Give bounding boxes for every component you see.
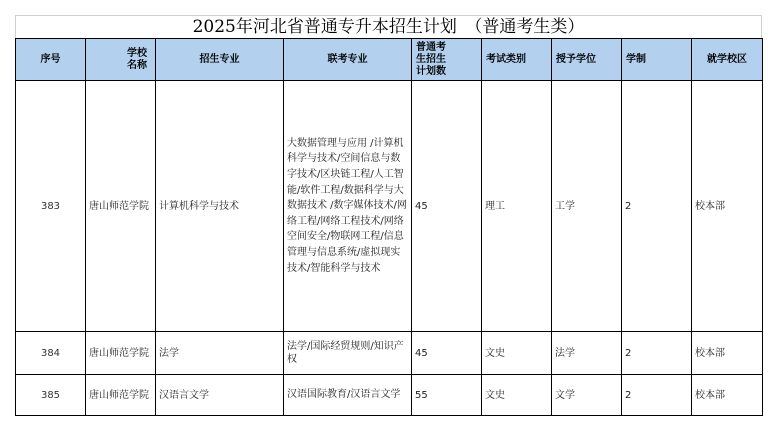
table-header-row	[16, 39, 763, 81]
cell-linked-major: 法学/国际经贸规则/知识产权	[284, 332, 412, 375]
cell-degree: 工学	[552, 81, 622, 332]
cell-years: 2	[622, 375, 692, 416]
cell-degree: 文学	[552, 375, 622, 416]
header-plan: 普通考 生招生 计划数	[412, 39, 482, 81]
cell-plan: 45	[412, 81, 482, 332]
header-seq: 序号	[16, 39, 86, 81]
enrollment-table	[15, 38, 763, 416]
header-campus: 就学校区	[692, 39, 763, 81]
cell-campus: 校本部	[692, 81, 763, 332]
cell-plan: 55	[412, 375, 482, 416]
table-row	[16, 332, 763, 375]
document-page	[15, 15, 762, 416]
cell-campus: 校本部	[692, 332, 763, 375]
cell-years: 2	[622, 332, 692, 375]
header-degree: 授予学位	[552, 39, 622, 81]
header-school: 学校 名称	[86, 39, 156, 81]
cell-major: 汉语言文学	[156, 375, 284, 416]
cell-seq: 383	[16, 81, 86, 332]
cell-linked-major: 汉语国际教育/汉语言文学	[284, 375, 412, 416]
cell-years: 2	[622, 81, 692, 332]
cell-school: 唐山师范学院	[86, 375, 156, 416]
header-exam-type: 考试类别	[482, 39, 552, 81]
cell-campus: 校本部	[692, 375, 763, 416]
header-linked-major: 联考专业	[284, 39, 412, 81]
cell-exam-type: 文史	[482, 375, 552, 416]
cell-seq: 384	[16, 332, 86, 375]
cell-seq: 385	[16, 375, 86, 416]
cell-exam-type: 理工	[482, 81, 552, 332]
cell-plan: 45	[412, 332, 482, 375]
cell-major: 计算机科学与技术	[156, 81, 284, 332]
header-years: 学制	[622, 39, 692, 81]
cell-school: 唐山师范学院	[86, 81, 156, 332]
header-major: 招生专业	[156, 39, 284, 81]
cell-major: 法学	[156, 332, 284, 375]
table-row	[16, 375, 763, 416]
cell-exam-type: 文史	[482, 332, 552, 375]
cell-degree: 法学	[552, 332, 622, 375]
table-row	[16, 81, 763, 332]
document-title: 2025年河北省普通专升本招生计划 （普通考生类）	[15, 15, 762, 38]
cell-linked-major: 大数据管理与应用 /计算机科学与技术/空间信息与数字技术/区块链工程/人工智能/软件工程/数据科学与大数据技术 /数字媒体技术/网络工程/网络工程技术/网络空间安全/物联网工程/信息管理与信息系统/虚拟现实技术/智能科学与技术	[284, 81, 412, 332]
cell-school: 唐山师范学院	[86, 332, 156, 375]
